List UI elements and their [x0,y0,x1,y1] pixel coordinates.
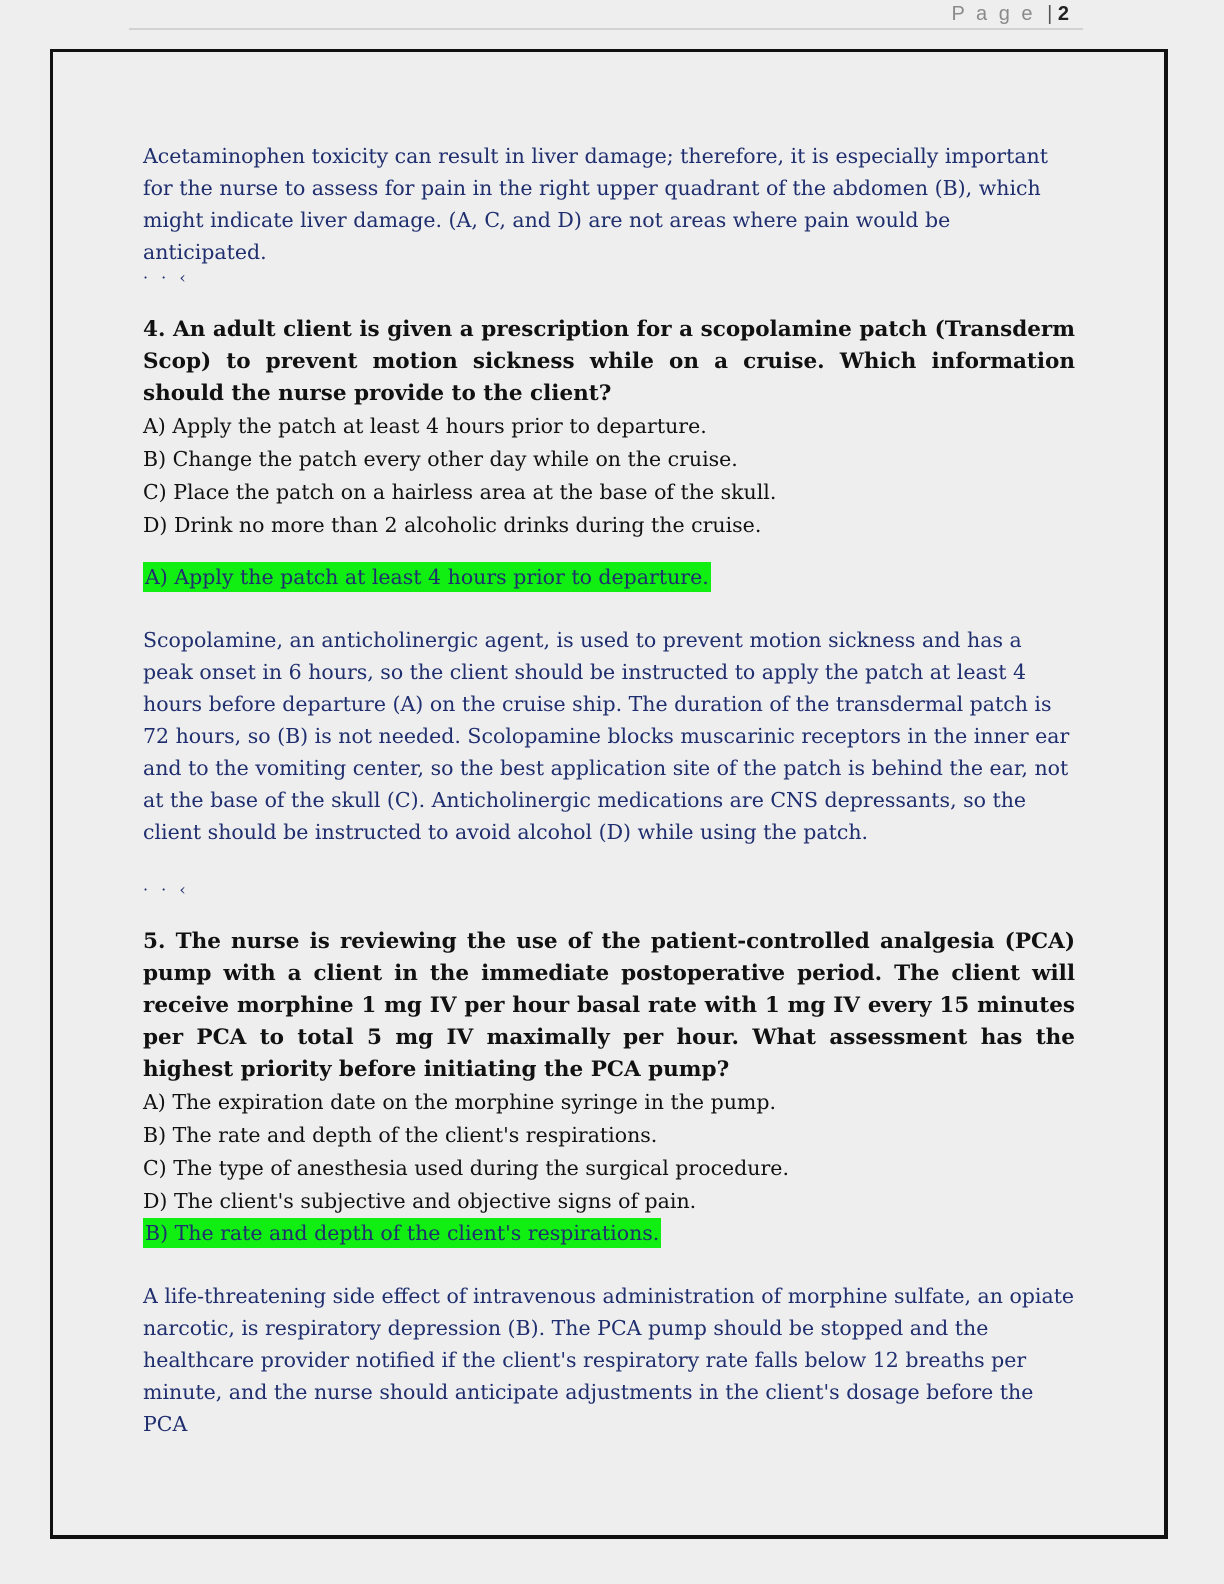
option-d: D) The client's subjective and objective signs of pain. [143,1189,697,1213]
option-c: C) Place the patch on a hairless area at the base of the skull. [143,480,777,504]
page-label: P a g e [951,3,1036,25]
correct-answer-highlight: A) Apply the patch at least 4 hours prior to departure. [143,562,711,592]
correct-answer-highlight: B) The rate and depth of the client's respirations. [143,1218,661,1248]
answer-rationale: A life-threatening side effect of intravenous administration of morphine sulfate, an opiate narcotic, is respiratory depression (B). The PCA pump should be stopped and the healthcare provider notified if the client's respiratory rate falls below 12 breaths per minute, and the nurse should anticipate adjustments in the client's dosage before the PCA [143,1284,1075,1436]
page-separator: | [1047,3,1053,25]
question-stem: 5. The nurse is reviewing the use of the patient-controlled analgesia (PCA) pump with a client in the immediate postoperative period. The client will receive morphine 1 mg IV per hour basal rate with 1 mg IV every 15 minutes per PCA to total 5 mg IV maximally per hour. What assessment has the highest priority before initiating the PCA pump? [143,929,1075,1082]
option-a: A) Apply the patch at least 4 hours prior to departure. [143,414,707,438]
page-number: 2 [1057,3,1069,25]
option-d: D) Drink no more than 2 alcoholic drinks during the cruise. [143,513,762,537]
option-c: C) The type of anesthesia used during the surgical procedure. [143,1156,789,1180]
answer-rationale: Scopolamine, an anticholinergic agent, is used to prevent motion sickness and has a peak onset in 6 hours, so the client should be instructed to apply the patch at least 4 hours before departure (A) on the cruise ship. The duration of the transdermal patch is 72 hours, so (B) is not needed. Scolopamine blocks muscarinic receptors in the inner ear and to the vomiting center, so the best application site of the patch is behind the ear, not at the base of the skull (C). Anticholinergic medications are CNS depressants, so the client should be instructed to avoid alcohol (D) while using the patch. [143,628,1070,844]
separator-marks: · · ‹ [143,268,190,287]
separator-marks: · · ‹ [143,880,190,899]
question-4 [143,314,1075,900]
option-b: B) Change the patch every other day while on the cruise. [143,447,738,471]
question-stem: 4. An adult client is given a prescription for a scopolamine patch (Transderm Scop) to prevent motion sickness while on a cruise. Which information should the nurse provide to the client? [143,317,1075,406]
option-a: A) The expiration date on the morphine syringe in the pump. [143,1090,776,1114]
intro-rationale: Acetaminophen toxicity can result in liver damage; therefore, it is especially important for the nurse to assess for pain in the right upper quadrant of the abdomen (B), which might indicate liver damage. (A, C, and D) are not areas where pain would be anticipated. [143,144,1048,264]
page-content [143,140,1075,1440]
option-b: B) The rate and depth of the client's respirations. [143,1123,658,1147]
question-5 [143,926,1075,1440]
page-header [129,0,1083,30]
